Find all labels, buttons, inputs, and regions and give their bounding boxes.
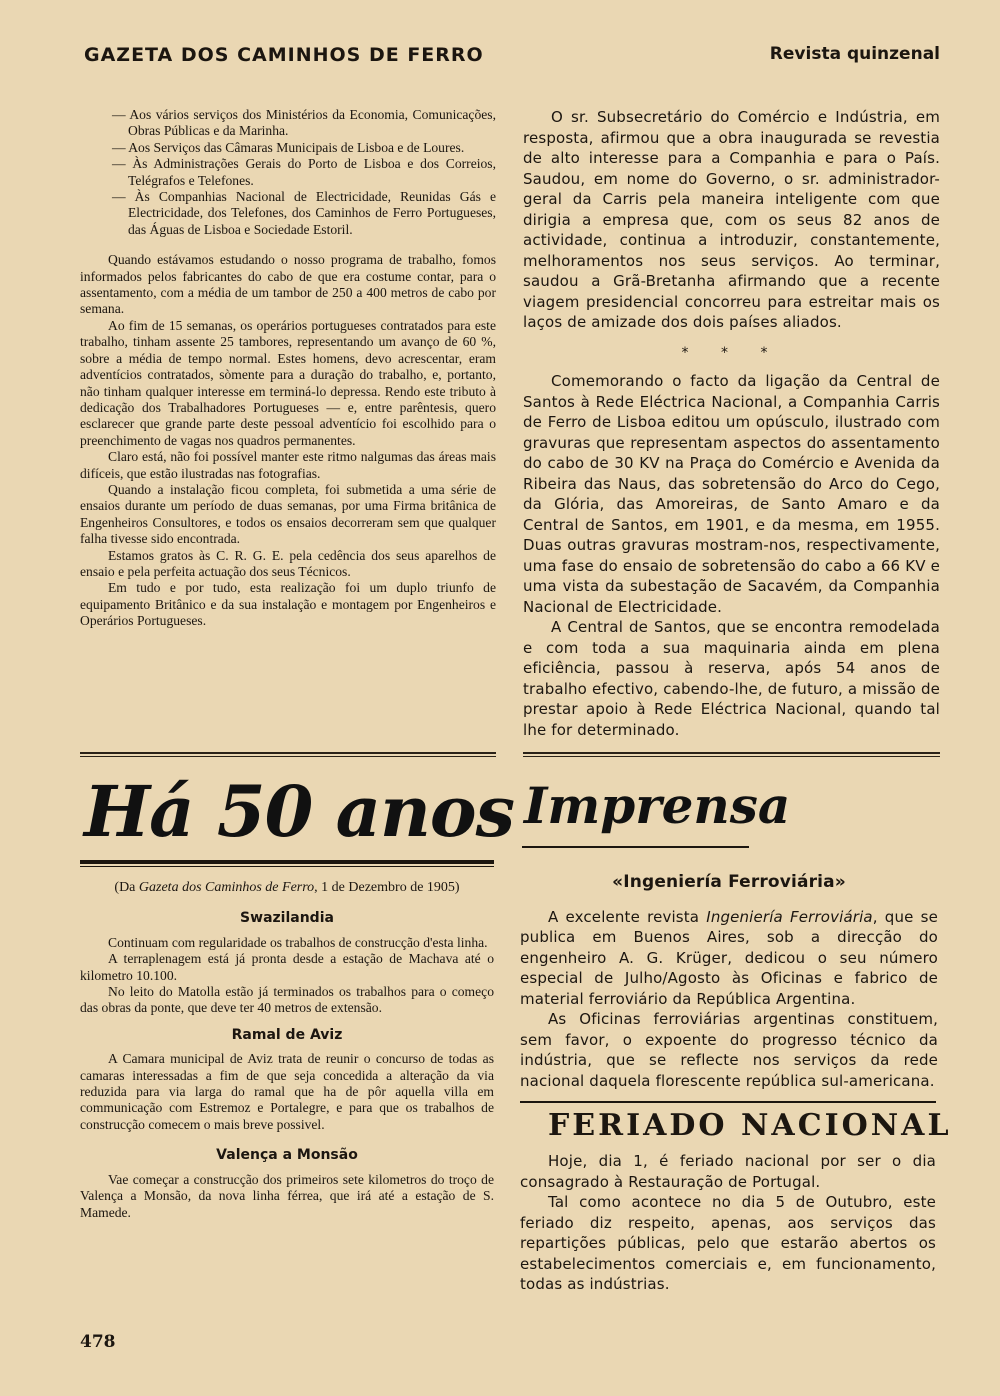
paragraph: Estamos gratos às C. R. G. E. pela cedência dos seus aparelhos de ensaio e pela perfeita actuação dos seus Técnicos.	[80, 547, 496, 579]
paragraph: A Central de Santos, que se encontra remodelada e com toda a sua maquinaria ainda em plena eficiência, passou à reserva, após 54 anos de trabalho efectivo, cabendo-lhe, de futuro, a missão de prestar apoio à Rede Eléctrica Nacional, quando tal lhe for determinado.	[523, 618, 940, 739]
paragraph: A excelente revista Ingeniería Ferroviária, que se publica em Buenos Aires, sob a direcção do engenheiro A. G. Krüger, dedicou o seu número especial de Julho/Agosto às Oficinas e fabrico de material ferroviário da República Argentina.	[520, 907, 938, 1008]
paragraph: No leito do Matolla estão já terminados os trabalhos para o começo das obras da ponte, que deve ter 40 metros de extensão.	[80, 984, 494, 1016]
source-note: (Da Gazeta dos Caminhos de Ferro, 1 de Dezembro de 1905)	[114, 880, 460, 895]
title-underline-thin	[80, 866, 494, 867]
right-top-column	[523, 107, 940, 740]
page-header	[84, 44, 940, 74]
paragraph: Continuam com regularidade os trabalhos de construcção d'esta linha.	[108, 934, 488, 950]
paragraph: Em tudo e por tudo, esta realização foi um duplo triunfo de equipamento Britânico e da sua instalação e montagem por Engenheiros e Operários Portugueses.	[80, 580, 496, 629]
magazine-name: Ingeniería Ferroviária	[706, 907, 873, 926]
title-underline	[522, 846, 749, 848]
list-item: — Às Companhias Nacional de Electricidade, Reunidas Gás e Electricidade, dos Telefones, dos Caminhos de Ferro Portugueses, das Águas de Lisboa e Sociedade Estoril.	[112, 189, 496, 237]
paragraph: O sr. Subsecretário do Comércio e Indústria, em resposta, afirmou que a obra inaugurada se revestia de alto interesse para a Companhia e para o País. Saudou, em nome do Governo, o sr. administrador-geral da Carris pela maneira inteligente com que dirigia a empresa que, com os seus 82 anos de actividade, continua a introduzir, constantemente, melhoramentos nos seus serviços. Ao terminar, saudou a Grã-Bretanha afirmando que a recente viagem presidencial concorreu para estreitar mais os laços de amizade dos dois países aliados.	[523, 108, 940, 331]
paragraph: A terraplenagem está já pronta desde a estação de Machava até o kilometro 10.100.	[80, 951, 494, 983]
section-divider	[80, 752, 496, 754]
feriado-nacional-title: FERIADO NACIONAL	[548, 1108, 952, 1143]
imprensa-column	[520, 870, 938, 1091]
paragraph: Tal como acontece no dia 5 de Outubro, este feriado diz respeito, apenas, aos serviços das repartições públicas, pelo que estarão abertos os estabelecimentos comerciais e, em funcionamento, todas as indústrias.	[520, 1193, 936, 1293]
paragraph: Comemorando o facto da ligação da Central de Santos à Rede Eléctrica Nacional, a Companhia Carris de Ferro de Lisboa editou um opúsculo, ilustrado com gravuras que representam aspectos do assentamento do cabo de 30 KV na Praça do Comércio e Avenida da Ribeira das Naus, das sobretensão do Arco do Cego, da Glória, das Amoreiras, de Santo Amaro e da Central de Santos, em 1901, e da mesma, em 1955. Duas outras gravuras mostram-nos, respectivamente, uma fase do ensaio de sobretensão do cabo a 66 KV e uma vista da subestação de Sacavém, da Companhia Nacional de Electricidade.	[523, 372, 940, 616]
journal-title: GAZETA DOS CAMINHOS DE FERRO	[84, 44, 484, 66]
section-heading: Valença a Monsão	[216, 1147, 358, 1164]
article-subheading: «Ingeniería Ferroviária»	[612, 872, 846, 892]
paragraph: Quando a instalação ficou completa, foi submetida a uma série de ensaios durante um período de duas semanas, por uma Firma britânica de Engenheiros Consultores, e todos os ensaios decorreram sem que qualquer falha tivesse sido encontrada.	[80, 481, 496, 547]
page-number: 478	[80, 1332, 116, 1352]
paragraph: Vae começar a construcção dos primeiros sete kilometros do troço de Valença a Monsão, da nova linha férrea, que irá até a estação de S. Mamede.	[80, 1171, 494, 1220]
paragraph: As Oficinas ferroviárias argentinas constituem, sem favor, o expoente do progresso técnico da indústria, que se reflecte nos serviços da rede nacional daquela florescente república sul-americana.	[520, 1010, 938, 1090]
section-heading: Swazilandia	[240, 910, 334, 927]
paragraph: Ao fim de 15 semanas, os operários portugueses contratados para este trabalho, tinham assente 25 tambores, representando um avanço de 60 %, sobre a média de tempo normal. Estes homens, devo acrescentar, eram adventícios contratados, sòmente para a duração do trabalho, e, portanto, não tinham qualquer interesse em terminá-lo depressa. Rendo este tributo à dedicação dos Trabalhadores Portugueses — e, entre parêntesis, quero esclarecer que grande parte deste pessoal adventício foi escolhido para o preenchimento de vagas nos quadros permanentes.	[80, 317, 496, 448]
list-item: — Aos Serviços das Câmaras Municipais de Lisboa e de Loures.	[112, 139, 465, 155]
paragraph: A Camara municipal de Aviz trata de reunir o concurso de todas as camaras interessadas a fim de que seja concedida a alteração da via reduzida para via larga do ramal que ha de pôr aquella villa em communicação com Estremoz e Portalegre, e para que os trabalhos de construcção comecem o mais breve possivel.	[80, 1051, 494, 1132]
ha-50-anos-column	[80, 880, 494, 1221]
list-item: — Aos vários serviços dos Ministérios da Economia, Comunicações, Obras Públicas e da Marinha.	[112, 107, 496, 139]
section-separator: * * *	[681, 344, 782, 361]
source-journal: Gazeta dos Caminhos de Ferro	[138, 880, 315, 895]
paragraph: Quando estávamos estudando o nosso programa de trabalho, fomos informados pelos fabricantes do cabo de que era costume contar, para o assentamento, com a média de um tambor de 250 a 400 metros de cabo por semana.	[80, 252, 496, 317]
list-item: — Às Administrações Gerais do Porto de Lisboa e dos Correios, Telégrafos e Telefones.	[112, 156, 496, 188]
ha-50-anos-title: Há 50 anos	[84, 770, 514, 853]
section-divider	[523, 752, 940, 754]
feriado-column	[520, 1151, 936, 1295]
paragraph: Claro está, não foi possível manter este ritmo nalgumas das áreas mais difíceis, que estão ilustradas nas fotografias.	[80, 449, 496, 481]
imprensa-title: Imprensa	[524, 776, 791, 835]
paragraph: Hoje, dia 1, é feriado nacional por ser o dia consagrado à Restauração de Portugal.	[520, 1152, 936, 1191]
journal-subtitle: Revista quinzenal	[769, 44, 940, 64]
title-underline	[80, 860, 494, 864]
section-heading: Ramal de Aviz	[231, 1026, 343, 1043]
thanks-list	[80, 107, 496, 238]
section-divider	[520, 1101, 936, 1103]
left-top-column	[80, 107, 496, 630]
